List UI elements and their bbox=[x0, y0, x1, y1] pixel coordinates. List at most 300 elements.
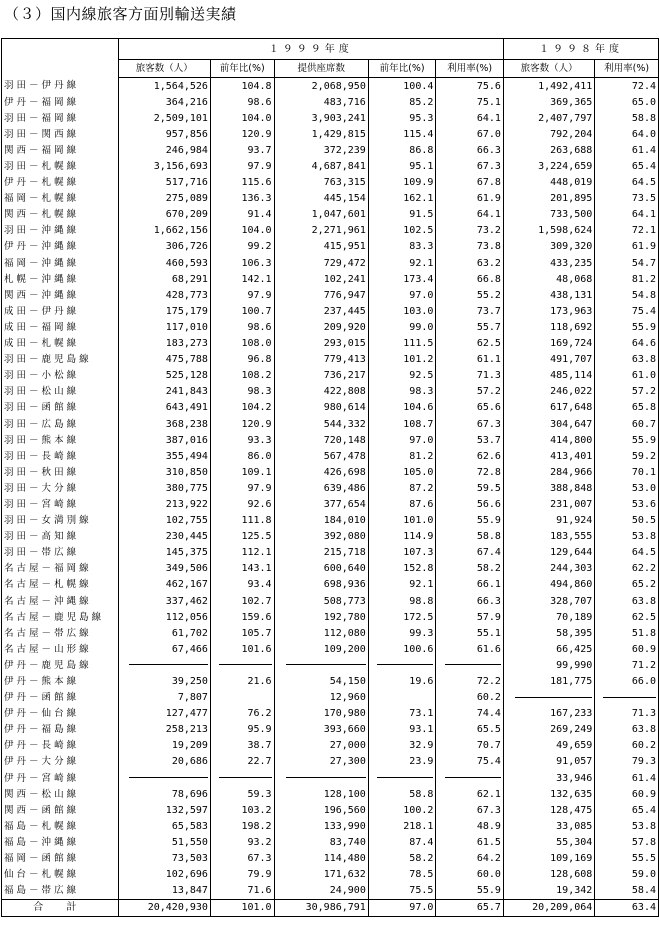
load-factor-1998-cell: 53.8 bbox=[595, 529, 659, 545]
load-factor-1998-cell: 54.7 bbox=[595, 255, 659, 271]
seats-cell: 114,480 bbox=[274, 851, 368, 867]
seats-yoy-cell: 87.6 bbox=[368, 496, 436, 512]
seats-cell: 426,698 bbox=[274, 464, 368, 480]
passengers-1998-cell: 1,492,411 bbox=[503, 78, 594, 95]
passengers-1998-cell: 438,131 bbox=[503, 287, 594, 303]
table-row bbox=[2, 625, 659, 641]
passenger-yoy-cell: 105.7 bbox=[210, 625, 274, 641]
no-data-dash bbox=[129, 664, 208, 665]
passenger-yoy-cell: 109.1 bbox=[210, 464, 274, 480]
load-factor-1998-cell: 64.1 bbox=[595, 207, 659, 223]
table-row bbox=[2, 867, 659, 883]
passengers-1999-cell: 127,477 bbox=[118, 706, 210, 722]
load-factor-1999-cell: 65.5 bbox=[436, 722, 504, 738]
seats-cell: 639,486 bbox=[274, 480, 368, 496]
load-factor-1999-cell: 73.2 bbox=[436, 223, 504, 239]
seats-cell: 215,718 bbox=[274, 545, 368, 561]
passenger-yoy-cell: 104.2 bbox=[210, 400, 274, 416]
passenger-yoy-cell: 115.6 bbox=[210, 175, 274, 191]
passengers-1998-cell: 792,204 bbox=[503, 126, 594, 142]
passengers-1999-cell: 1,662,156 bbox=[118, 223, 210, 239]
load-factor-1999-cell: 60.2 bbox=[436, 690, 504, 706]
load-factor-1999-cell: 64.1 bbox=[436, 110, 504, 126]
load-factor-1999-cell: 62.1 bbox=[436, 786, 504, 802]
load-factor-1999-cell: 64.1 bbox=[436, 207, 504, 223]
passengers-1999-cell: 517,716 bbox=[118, 175, 210, 191]
seats-cell: 567,478 bbox=[274, 448, 368, 464]
route-name-cell: 成 田 － 伊 丹 線 bbox=[2, 303, 119, 319]
table-row bbox=[2, 673, 659, 689]
no-data-dash bbox=[445, 777, 501, 778]
route-name-cell: 伊 丹 － 長 崎 線 bbox=[2, 738, 119, 754]
load-factor-1999-cell: 55.7 bbox=[436, 319, 504, 335]
route-name-cell: 羽 田 － 高 知 線 bbox=[2, 529, 119, 545]
load-factor-1999-cell: 70.7 bbox=[436, 738, 504, 754]
passenger-yoy-cell: 101.6 bbox=[210, 641, 274, 657]
passengers-1999-cell: 102,755 bbox=[118, 513, 210, 529]
passenger-yoy-cell: 98.6 bbox=[210, 319, 274, 335]
load-factor-1998-cell: 63.8 bbox=[595, 352, 659, 368]
passengers-1999-cell: 3,156,693 bbox=[118, 158, 210, 174]
seats-yoy-cell: 95.1 bbox=[368, 158, 436, 174]
seats-yoy-cell: 100.4 bbox=[368, 78, 436, 95]
passenger-yoy-cell: 76.2 bbox=[210, 706, 274, 722]
route-name-cell: 名 古 屋 － 沖 縄 線 bbox=[2, 593, 119, 609]
load-factor-1998-cell: 57.2 bbox=[595, 384, 659, 400]
load-factor-1999-cell: 62.6 bbox=[436, 448, 504, 464]
seats-yoy-cell: 102.5 bbox=[368, 223, 436, 239]
route-name-cell: 伊 丹 － 札 幌 線 bbox=[2, 175, 119, 191]
passenger-yoy-cell: 93.2 bbox=[210, 834, 274, 850]
route-name-cell: 名 古 屋 － 福 岡 線 bbox=[2, 561, 119, 577]
passengers-1999-cell: 51,550 bbox=[118, 834, 210, 850]
header-corner-lower bbox=[2, 60, 119, 78]
seats-cell: 2,271,961 bbox=[274, 223, 368, 239]
col-header-seats: 提供座席数 bbox=[274, 60, 368, 78]
passengers-1999-cell: 428,773 bbox=[118, 287, 210, 303]
passengers-1999-cell: 145,375 bbox=[118, 545, 210, 561]
passenger-yoy-cell: 97.9 bbox=[210, 287, 274, 303]
passenger-yoy-cell: 96.8 bbox=[210, 352, 274, 368]
table-row bbox=[2, 754, 659, 770]
passenger-yoy-cell: 103.2 bbox=[210, 802, 274, 818]
total-label: 合 計 bbox=[2, 899, 119, 916]
passengers-1999-cell: 475,788 bbox=[118, 352, 210, 368]
route-name-cell: 羽 田 － 広 島 線 bbox=[2, 416, 119, 432]
load-factor-1998-cell: 60.2 bbox=[595, 738, 659, 754]
seats-cell: 776,947 bbox=[274, 287, 368, 303]
passengers-1998-cell: 132,635 bbox=[503, 786, 594, 802]
load-factor-1998-cell: 64.0 bbox=[595, 126, 659, 142]
route-name-cell: 伊 丹 － 熊 本 線 bbox=[2, 673, 119, 689]
total-load-factor-1999: 65.7 bbox=[436, 899, 504, 916]
passengers-1999-cell: 183,273 bbox=[118, 336, 210, 352]
route-name-cell: 福 岡 － 函 館 線 bbox=[2, 851, 119, 867]
passengers-1998-cell: 201,895 bbox=[503, 191, 594, 207]
seats-cell: 393,660 bbox=[274, 722, 368, 738]
seats-yoy-cell: 104.6 bbox=[368, 400, 436, 416]
seats-yoy-cell: 81.2 bbox=[368, 448, 436, 464]
route-name-cell: 羽 田 － 福 岡 線 bbox=[2, 110, 119, 126]
route-name-cell: 福 島 － 札 幌 線 bbox=[2, 818, 119, 834]
load-factor-1999-cell: 55.1 bbox=[436, 625, 504, 641]
table-row bbox=[2, 191, 659, 207]
seats-cell: 102,241 bbox=[274, 271, 368, 287]
seats-cell: 112,080 bbox=[274, 625, 368, 641]
seats-cell bbox=[274, 657, 368, 673]
load-factor-1998-cell: 72.4 bbox=[595, 78, 659, 95]
load-factor-1999-cell: 75.6 bbox=[436, 78, 504, 95]
route-name-cell: 伊 丹 － 函 館 線 bbox=[2, 690, 119, 706]
passenger-yoy-cell: 38.7 bbox=[210, 738, 274, 754]
table-row bbox=[2, 336, 659, 352]
seats-yoy-cell: 78.5 bbox=[368, 867, 436, 883]
passenger-yoy-cell: 143.1 bbox=[210, 561, 274, 577]
load-factor-1999-cell: 72.8 bbox=[436, 464, 504, 480]
table-row bbox=[2, 706, 659, 722]
route-results-table bbox=[1, 38, 659, 917]
passenger-yoy-cell: 79.9 bbox=[210, 867, 274, 883]
passenger-yoy-cell: 71.6 bbox=[210, 883, 274, 900]
no-data-dash bbox=[286, 664, 366, 665]
passengers-1998-cell: 414,800 bbox=[503, 432, 594, 448]
seats-yoy-cell: 98.3 bbox=[368, 384, 436, 400]
passengers-1998-cell: 413,401 bbox=[503, 448, 594, 464]
route-name-cell: 羽 田 － 大 分 線 bbox=[2, 480, 119, 496]
passenger-yoy-cell bbox=[210, 657, 274, 673]
load-factor-1998-cell: 53.8 bbox=[595, 818, 659, 834]
passengers-1998-cell: 183,555 bbox=[503, 529, 594, 545]
passenger-yoy-cell: 93.4 bbox=[210, 577, 274, 593]
passenger-yoy-cell: 67.3 bbox=[210, 851, 274, 867]
load-factor-1998-cell: 61.4 bbox=[595, 770, 659, 786]
seats-cell: 1,047,601 bbox=[274, 207, 368, 223]
passengers-1998-cell: 19,342 bbox=[503, 883, 594, 900]
table-row bbox=[2, 126, 659, 142]
passengers-1998-cell: 269,249 bbox=[503, 722, 594, 738]
passengers-1999-cell: 68,291 bbox=[118, 271, 210, 287]
seats-cell: 779,413 bbox=[274, 352, 368, 368]
seats-yoy-cell: 99.0 bbox=[368, 319, 436, 335]
passenger-yoy-cell: 108.0 bbox=[210, 336, 274, 352]
passengers-1999-cell: 525,128 bbox=[118, 368, 210, 384]
passengers-1999-cell: 175,179 bbox=[118, 303, 210, 319]
seats-yoy-cell bbox=[368, 770, 436, 786]
load-factor-1999-cell: 63.2 bbox=[436, 255, 504, 271]
passenger-yoy-cell: 86.0 bbox=[210, 448, 274, 464]
seats-cell: 2,068,950 bbox=[274, 78, 368, 95]
passengers-1999-cell: 310,850 bbox=[118, 464, 210, 480]
seats-yoy-cell: 162.1 bbox=[368, 191, 436, 207]
passengers-1998-cell: 491,707 bbox=[503, 352, 594, 368]
passengers-1998-cell: 244,303 bbox=[503, 561, 594, 577]
table-row bbox=[2, 770, 659, 786]
seats-yoy-cell: 75.5 bbox=[368, 883, 436, 900]
passenger-yoy-cell: 108.2 bbox=[210, 368, 274, 384]
seats-cell: 109,200 bbox=[274, 641, 368, 657]
load-factor-1999-cell: 67.3 bbox=[436, 416, 504, 432]
load-factor-1998-cell: 50.5 bbox=[595, 513, 659, 529]
load-factor-1998-cell: 63.8 bbox=[595, 722, 659, 738]
passengers-1999-cell: 957,856 bbox=[118, 126, 210, 142]
load-factor-1999-cell: 64.2 bbox=[436, 851, 504, 867]
load-factor-1998-cell: 65.4 bbox=[595, 802, 659, 818]
no-data-dash bbox=[515, 697, 593, 698]
load-factor-1998-cell: 59.2 bbox=[595, 448, 659, 464]
load-factor-1999-cell bbox=[436, 770, 504, 786]
table-row bbox=[2, 110, 659, 126]
passenger-yoy-cell: 106.3 bbox=[210, 255, 274, 271]
load-factor-1999-cell: 58.2 bbox=[436, 561, 504, 577]
no-data-dash bbox=[286, 777, 366, 778]
table-row bbox=[2, 142, 659, 158]
passengers-1999-cell: 65,583 bbox=[118, 818, 210, 834]
route-name-cell: 伊 丹 － 仙 台 線 bbox=[2, 706, 119, 722]
passengers-1999-cell bbox=[118, 657, 210, 673]
route-name-cell: 福 島 － 沖 縄 線 bbox=[2, 834, 119, 850]
load-factor-1999-cell: 61.6 bbox=[436, 641, 504, 657]
no-data-dash bbox=[445, 664, 501, 665]
seats-cell: 3,903,241 bbox=[274, 110, 368, 126]
route-name-cell: 羽 田 － 女 満 別 線 bbox=[2, 513, 119, 529]
load-factor-1998-cell: 55.9 bbox=[595, 319, 659, 335]
load-factor-1998-cell: 71.3 bbox=[595, 706, 659, 722]
table-row bbox=[2, 883, 659, 900]
passengers-1998-cell: 231,007 bbox=[503, 496, 594, 512]
route-name-cell: 伊 丹 － 福 島 線 bbox=[2, 722, 119, 738]
passengers-1999-cell: 246,984 bbox=[118, 142, 210, 158]
table-row bbox=[2, 287, 659, 303]
passengers-1999-cell: 20,686 bbox=[118, 754, 210, 770]
passenger-yoy-cell: 93.7 bbox=[210, 142, 274, 158]
passenger-yoy-cell: 91.4 bbox=[210, 207, 274, 223]
passengers-1999-cell: 39,250 bbox=[118, 673, 210, 689]
passengers-1998-cell bbox=[503, 690, 594, 706]
seats-yoy-cell: 101.0 bbox=[368, 513, 436, 529]
header-row-years bbox=[2, 39, 659, 60]
passengers-1999-cell: 13,847 bbox=[118, 883, 210, 900]
seats-yoy-cell: 97.0 bbox=[368, 287, 436, 303]
passenger-yoy-cell bbox=[210, 690, 274, 706]
seats-cell: 544,332 bbox=[274, 416, 368, 432]
load-factor-1999-cell: 57.2 bbox=[436, 384, 504, 400]
passenger-yoy-cell: 136.3 bbox=[210, 191, 274, 207]
table-row bbox=[2, 464, 659, 480]
route-name-cell: 羽 田 － 宮 崎 線 bbox=[2, 496, 119, 512]
passenger-yoy-cell: 97.9 bbox=[210, 158, 274, 174]
table-row bbox=[2, 496, 659, 512]
passengers-1998-cell: 48,068 bbox=[503, 271, 594, 287]
route-name-cell: 福 島 － 帯 広 線 bbox=[2, 883, 119, 900]
seats-cell: 12,960 bbox=[274, 690, 368, 706]
load-factor-1998-cell: 61.9 bbox=[595, 239, 659, 255]
passenger-yoy-cell: 97.9 bbox=[210, 480, 274, 496]
table-row bbox=[2, 78, 659, 95]
load-factor-1999-cell: 75.1 bbox=[436, 94, 504, 110]
route-name-cell: 羽 田 － 関 西 線 bbox=[2, 126, 119, 142]
seats-cell: 27,000 bbox=[274, 738, 368, 754]
passengers-1999-cell: 61,702 bbox=[118, 625, 210, 641]
page-title: （３）国内線旅客方面別輸送実績 bbox=[4, 5, 237, 23]
passengers-1998-cell: 263,688 bbox=[503, 142, 594, 158]
passenger-yoy-cell: 92.6 bbox=[210, 496, 274, 512]
load-factor-1999-cell: 67.0 bbox=[436, 126, 504, 142]
table-row bbox=[2, 416, 659, 432]
route-name-cell: 関 西 － 函 館 線 bbox=[2, 802, 119, 818]
passengers-1999-cell: 102,696 bbox=[118, 867, 210, 883]
load-factor-1999-cell: 73.7 bbox=[436, 303, 504, 319]
passenger-yoy-cell: 142.1 bbox=[210, 271, 274, 287]
table-row bbox=[2, 480, 659, 496]
route-name-cell: 羽 田 － 長 崎 線 bbox=[2, 448, 119, 464]
header-year-1998: １９９８年度 bbox=[503, 39, 658, 60]
table-row bbox=[2, 690, 659, 706]
route-name-cell: 伊 丹 － 福 岡 線 bbox=[2, 94, 119, 110]
passengers-1999-cell: 117,010 bbox=[118, 319, 210, 335]
passengers-1998-cell: 485,114 bbox=[503, 368, 594, 384]
route-name-cell: 関 西 － 松 山 線 bbox=[2, 786, 119, 802]
route-name-cell: 関 西 － 札 幌 線 bbox=[2, 207, 119, 223]
passengers-1999-cell: 213,922 bbox=[118, 496, 210, 512]
load-factor-1998-cell: 53.6 bbox=[595, 496, 659, 512]
seats-cell: 415,951 bbox=[274, 239, 368, 255]
seats-cell: 133,990 bbox=[274, 818, 368, 834]
passengers-1998-cell: 66,425 bbox=[503, 641, 594, 657]
col-header-passenger-yoy: 前年比(%) bbox=[210, 60, 274, 78]
passengers-1998-cell: 129,644 bbox=[503, 545, 594, 561]
route-name-cell: 仙 台 － 札 幌 線 bbox=[2, 867, 119, 883]
load-factor-1998-cell: 58.8 bbox=[595, 110, 659, 126]
seats-cell bbox=[274, 770, 368, 786]
table-row bbox=[2, 319, 659, 335]
passengers-1999-cell: 368,238 bbox=[118, 416, 210, 432]
seats-cell: 1,429,815 bbox=[274, 126, 368, 142]
seats-cell: 184,010 bbox=[274, 513, 368, 529]
seats-yoy-cell: 103.0 bbox=[368, 303, 436, 319]
passenger-yoy-cell: 93.3 bbox=[210, 432, 274, 448]
table-row bbox=[2, 271, 659, 287]
load-factor-1999-cell: 67.4 bbox=[436, 545, 504, 561]
passengers-1998-cell: 369,365 bbox=[503, 94, 594, 110]
seats-cell: 483,716 bbox=[274, 94, 368, 110]
route-name-cell: 成 田 － 札 幌 線 bbox=[2, 336, 119, 352]
passenger-yoy-cell: 98.3 bbox=[210, 384, 274, 400]
seats-yoy-cell: 115.4 bbox=[368, 126, 436, 142]
passengers-1999-cell: 258,213 bbox=[118, 722, 210, 738]
table-row bbox=[2, 657, 659, 673]
passengers-1998-cell: 733,500 bbox=[503, 207, 594, 223]
load-factor-1999-cell: 58.8 bbox=[436, 529, 504, 545]
seats-cell: 980,614 bbox=[274, 400, 368, 416]
seats-cell: 209,920 bbox=[274, 319, 368, 335]
passengers-1998-cell: 328,707 bbox=[503, 593, 594, 609]
load-factor-1998-cell: 65.2 bbox=[595, 577, 659, 593]
seats-cell: 377,654 bbox=[274, 496, 368, 512]
route-name-cell: 伊 丹 － 鹿 児 島 線 bbox=[2, 657, 119, 673]
table-frame bbox=[1, 38, 659, 917]
load-factor-1999-cell bbox=[436, 657, 504, 673]
table-row bbox=[2, 352, 659, 368]
seats-yoy-cell: 152.8 bbox=[368, 561, 436, 577]
seats-cell: 27,300 bbox=[274, 754, 368, 770]
load-factor-1999-cell: 66.1 bbox=[436, 577, 504, 593]
seats-cell: 445,154 bbox=[274, 191, 368, 207]
passengers-1999-cell: 355,494 bbox=[118, 448, 210, 464]
route-name-cell: 福 岡 － 沖 縄 線 bbox=[2, 255, 119, 271]
no-data-dash bbox=[377, 777, 433, 778]
route-name-cell: 羽 田 － 秋 田 線 bbox=[2, 464, 119, 480]
load-factor-1998-cell: 70.1 bbox=[595, 464, 659, 480]
route-name-cell: 羽 田 － 伊 丹 線 bbox=[2, 78, 119, 95]
passengers-1998-cell: 169,724 bbox=[503, 336, 594, 352]
table-row bbox=[2, 641, 659, 657]
passengers-1998-cell: 388,848 bbox=[503, 480, 594, 496]
route-name-cell: 関 西 － 沖 縄 線 bbox=[2, 287, 119, 303]
passengers-1998-cell: 3,224,659 bbox=[503, 158, 594, 174]
table-row bbox=[2, 368, 659, 384]
load-factor-1999-cell: 60.0 bbox=[436, 867, 504, 883]
seats-yoy-cell: 105.0 bbox=[368, 464, 436, 480]
seats-yoy-cell bbox=[368, 690, 436, 706]
load-factor-1998-cell: 60.9 bbox=[595, 786, 659, 802]
route-name-cell: 伊 丹 － 沖 縄 線 bbox=[2, 239, 119, 255]
no-data-dash bbox=[129, 777, 208, 778]
passengers-1998-cell: 246,022 bbox=[503, 384, 594, 400]
seats-cell: 508,773 bbox=[274, 593, 368, 609]
col-header-load-factor-1999: 利用率(%) bbox=[436, 60, 504, 78]
passengers-1998-cell: 173,963 bbox=[503, 303, 594, 319]
load-factor-1999-cell: 72.2 bbox=[436, 673, 504, 689]
passengers-1998-cell: 309,320 bbox=[503, 239, 594, 255]
total-seats-yoy: 97.0 bbox=[368, 899, 436, 916]
passengers-1999-cell: 7,807 bbox=[118, 690, 210, 706]
total-row bbox=[2, 899, 659, 916]
seats-yoy-cell: 98.8 bbox=[368, 593, 436, 609]
seats-yoy-cell: 107.3 bbox=[368, 545, 436, 561]
passengers-1998-cell: 91,057 bbox=[503, 754, 594, 770]
load-factor-1999-cell: 73.8 bbox=[436, 239, 504, 255]
load-factor-1998-cell: 54.8 bbox=[595, 287, 659, 303]
passenger-yoy-cell: 104.8 bbox=[210, 78, 274, 95]
seats-cell: 196,560 bbox=[274, 802, 368, 818]
seats-yoy-cell: 73.1 bbox=[368, 706, 436, 722]
load-factor-1998-cell: 58.4 bbox=[595, 883, 659, 900]
passengers-1999-cell: 241,843 bbox=[118, 384, 210, 400]
load-factor-1998-cell: 63.8 bbox=[595, 593, 659, 609]
seats-cell: 698,936 bbox=[274, 577, 368, 593]
load-factor-1998-cell: 60.7 bbox=[595, 416, 659, 432]
total-seats: 30,986,791 bbox=[274, 899, 368, 916]
load-factor-1998-cell: 71.2 bbox=[595, 657, 659, 673]
passengers-1999-cell: 670,209 bbox=[118, 207, 210, 223]
seats-yoy-cell: 92.5 bbox=[368, 368, 436, 384]
seats-cell: 4,687,841 bbox=[274, 158, 368, 174]
table-row bbox=[2, 432, 659, 448]
load-factor-1998-cell: 55.5 bbox=[595, 851, 659, 867]
passengers-1998-cell: 128,608 bbox=[503, 867, 594, 883]
passengers-1998-cell: 494,860 bbox=[503, 577, 594, 593]
table-row bbox=[2, 158, 659, 174]
route-name-cell: 伊 丹 － 大 分 線 bbox=[2, 754, 119, 770]
table-row bbox=[2, 561, 659, 577]
load-factor-1998-cell: 73.5 bbox=[595, 191, 659, 207]
seats-cell: 720,148 bbox=[274, 432, 368, 448]
route-name-cell: 成 田 － 福 岡 線 bbox=[2, 319, 119, 335]
load-factor-1999-cell: 74.4 bbox=[436, 706, 504, 722]
load-factor-1999-cell: 71.3 bbox=[436, 368, 504, 384]
seats-yoy-cell: 99.3 bbox=[368, 625, 436, 641]
seats-yoy-cell: 111.5 bbox=[368, 336, 436, 352]
